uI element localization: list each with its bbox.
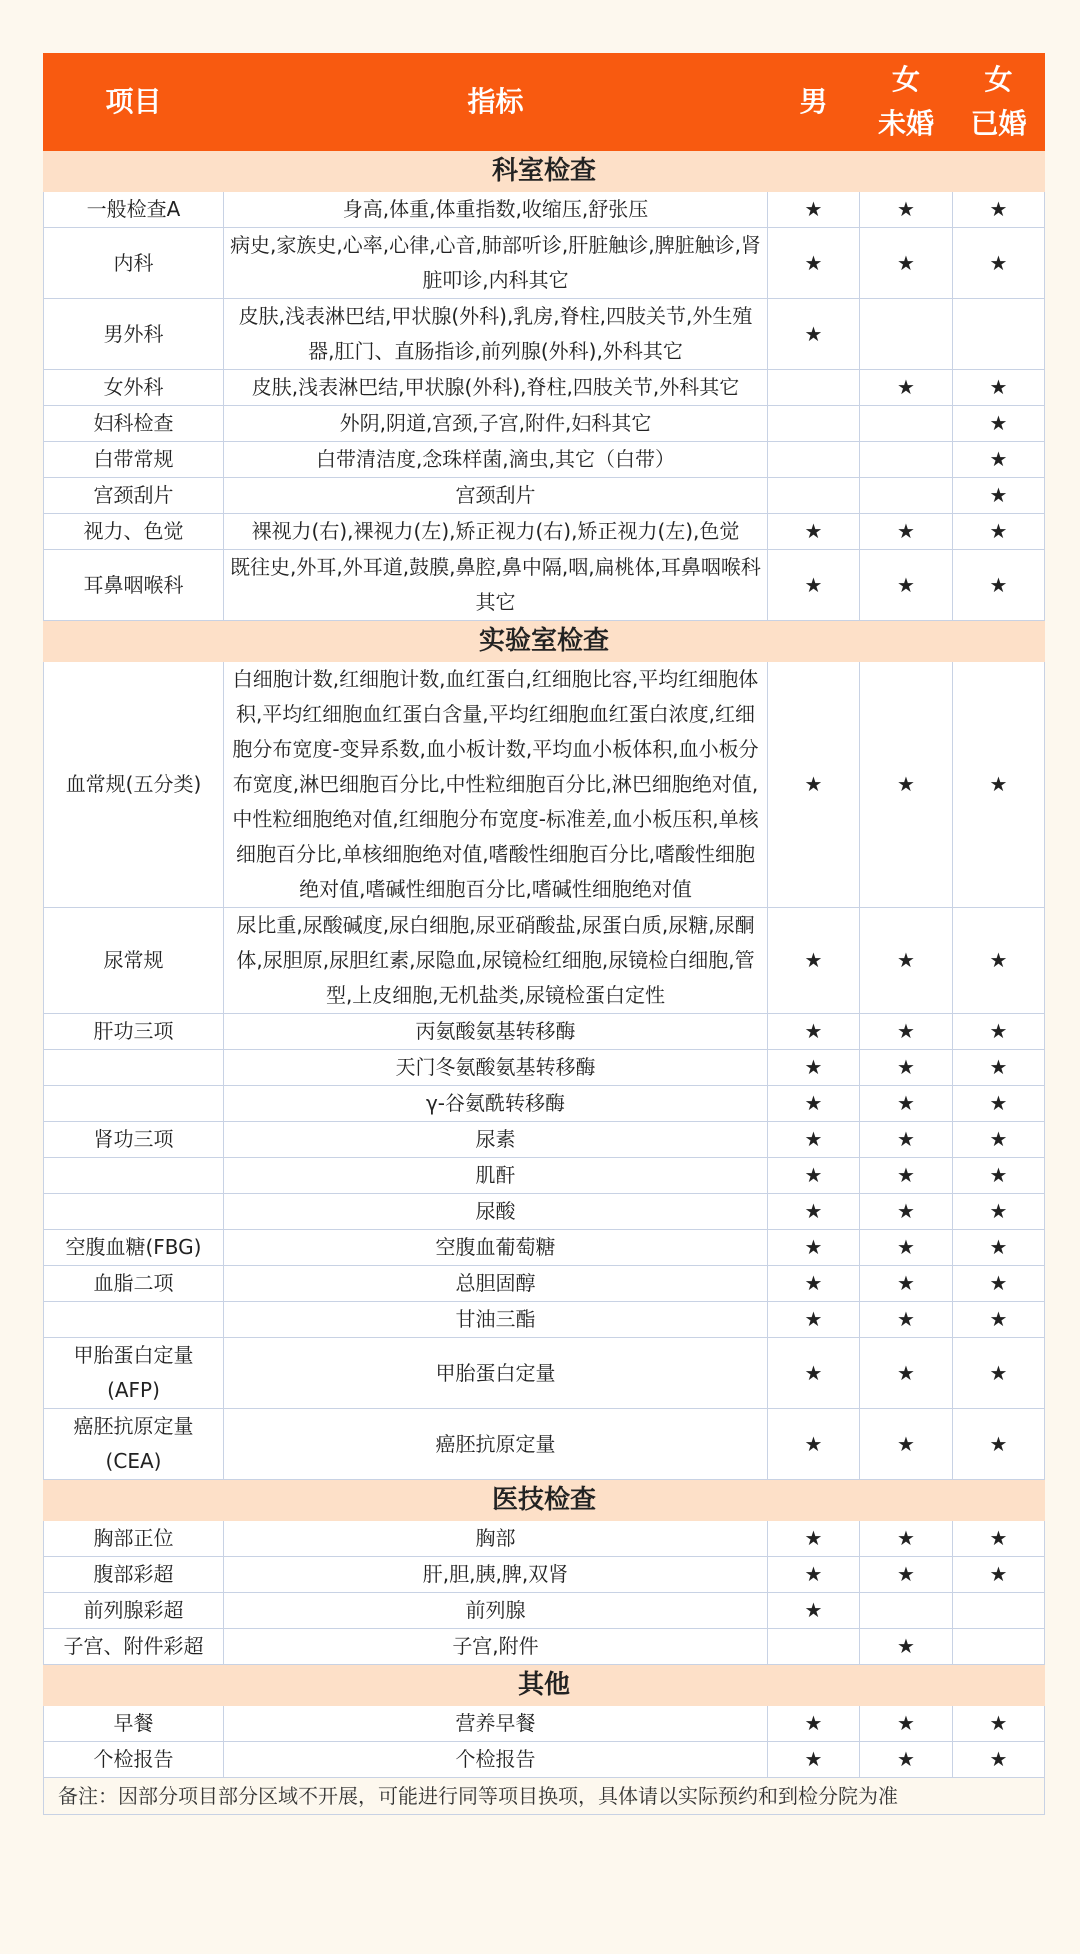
female-unmarried-mark-cell: ★ bbox=[860, 550, 953, 621]
female-unmarried-mark-cell: ★ bbox=[860, 1338, 953, 1409]
male-mark-cell: ★ bbox=[768, 192, 860, 228]
male-mark-cell: ★ bbox=[768, 908, 860, 1014]
female-unmarried-mark-cell: ★ bbox=[860, 1742, 953, 1778]
item-cell bbox=[44, 1158, 224, 1194]
table-header-row bbox=[44, 54, 1045, 151]
note-text: 备注：因部分项目部分区域不开展，可能进行同等项目换项，具体请以实际预约和到检分院为准 bbox=[44, 1778, 1045, 1815]
item-cell: 甲胎蛋白定量(AFP) bbox=[44, 1338, 224, 1409]
note-row bbox=[44, 1778, 1045, 1815]
item-cell bbox=[44, 1302, 224, 1338]
female-unmarried-mark-cell: ★ bbox=[860, 228, 953, 299]
table-row bbox=[44, 1086, 1045, 1122]
index-cell: 尿酸 bbox=[224, 1194, 768, 1230]
male-mark-cell: ★ bbox=[768, 299, 860, 370]
section-title: 实验室检查 bbox=[44, 621, 1045, 662]
female-married-mark-cell: ★ bbox=[953, 1521, 1045, 1557]
male-mark-cell: ★ bbox=[768, 1086, 860, 1122]
table-row bbox=[44, 192, 1045, 228]
index-cell: 皮肤,浅表淋巴结,甲状腺(外科),脊柱,四肢关节,外科其它 bbox=[224, 370, 768, 406]
female-unmarried-mark-cell: ★ bbox=[860, 1122, 953, 1158]
table-row bbox=[44, 370, 1045, 406]
item-cell: 胸部正位 bbox=[44, 1521, 224, 1557]
item-cell bbox=[44, 1194, 224, 1230]
female-married-mark-cell: ★ bbox=[953, 908, 1045, 1014]
table-row bbox=[44, 406, 1045, 442]
female-unmarried-mark-cell: ★ bbox=[860, 1409, 953, 1480]
header-item: 项目 bbox=[44, 54, 224, 151]
female-married-mark-cell: ★ bbox=[953, 1194, 1045, 1230]
item-cell bbox=[44, 1050, 224, 1086]
item-cell: 内科 bbox=[44, 228, 224, 299]
table-row bbox=[44, 1706, 1045, 1742]
index-cell: 外阴,阴道,宫颈,子宫,附件,妇科其它 bbox=[224, 406, 768, 442]
table-row bbox=[44, 478, 1045, 514]
section-header-row bbox=[44, 151, 1045, 192]
male-mark-cell: ★ bbox=[768, 228, 860, 299]
item-cell: 宫颈刮片 bbox=[44, 478, 224, 514]
section-header-row bbox=[44, 1480, 1045, 1521]
header-female-unmarried bbox=[860, 54, 953, 151]
female-unmarried-mark-cell: ★ bbox=[860, 1194, 953, 1230]
female-unmarried-mark-cell bbox=[860, 299, 953, 370]
male-mark-cell: ★ bbox=[768, 1194, 860, 1230]
male-mark-cell: ★ bbox=[768, 550, 860, 621]
header-female-unmarried-line2: 未婚 bbox=[877, 107, 934, 140]
female-married-mark-cell: ★ bbox=[953, 192, 1045, 228]
male-mark-cell: ★ bbox=[768, 662, 860, 908]
item-cell: 空腹血糖(FBG) bbox=[44, 1230, 224, 1266]
male-mark-cell: ★ bbox=[768, 1302, 860, 1338]
female-married-mark-cell: ★ bbox=[953, 662, 1045, 908]
female-unmarried-mark-cell: ★ bbox=[860, 1706, 953, 1742]
female-married-mark-cell: ★ bbox=[953, 1742, 1045, 1778]
female-married-mark-cell: ★ bbox=[953, 1557, 1045, 1593]
female-unmarried-mark-cell: ★ bbox=[860, 1158, 953, 1194]
header-female-married bbox=[953, 54, 1045, 151]
section-header-row bbox=[44, 1665, 1045, 1706]
female-unmarried-mark-cell bbox=[860, 442, 953, 478]
index-cell: 营养早餐 bbox=[224, 1706, 768, 1742]
table-row bbox=[44, 1593, 1045, 1629]
table-row bbox=[44, 1050, 1045, 1086]
female-unmarried-mark-cell: ★ bbox=[860, 1266, 953, 1302]
male-mark-cell bbox=[768, 442, 860, 478]
index-cell: 甘油三酯 bbox=[224, 1302, 768, 1338]
section-header-row bbox=[44, 621, 1045, 662]
male-mark-cell bbox=[768, 370, 860, 406]
header-female-married-line2: 已婚 bbox=[970, 107, 1027, 140]
female-unmarried-mark-cell: ★ bbox=[860, 662, 953, 908]
index-cell: γ-谷氨酰转移酶 bbox=[224, 1086, 768, 1122]
section-title: 医技检查 bbox=[44, 1480, 1045, 1521]
female-unmarried-mark-cell bbox=[860, 406, 953, 442]
male-mark-cell: ★ bbox=[768, 1593, 860, 1629]
item-cell: 早餐 bbox=[44, 1706, 224, 1742]
item-cell: 前列腺彩超 bbox=[44, 1593, 224, 1629]
index-cell: 既往史,外耳,外耳道,鼓膜,鼻腔,鼻中隔,咽,扁桃体,耳鼻咽喉科其它 bbox=[224, 550, 768, 621]
table-row bbox=[44, 1338, 1045, 1409]
index-cell: 裸视力(右),裸视力(左),矫正视力(右),矫正视力(左),色觉 bbox=[224, 514, 768, 550]
female-unmarried-mark-cell: ★ bbox=[860, 1521, 953, 1557]
female-unmarried-mark-cell: ★ bbox=[860, 1302, 953, 1338]
female-unmarried-mark-cell: ★ bbox=[860, 1050, 953, 1086]
table-row bbox=[44, 1194, 1045, 1230]
female-married-mark-cell bbox=[953, 1629, 1045, 1665]
female-unmarried-mark-cell: ★ bbox=[860, 514, 953, 550]
female-married-mark-cell: ★ bbox=[953, 1014, 1045, 1050]
female-married-mark-cell: ★ bbox=[953, 478, 1045, 514]
item-cell: 一般检查A bbox=[44, 192, 224, 228]
index-cell: 尿比重,尿酸碱度,尿白细胞,尿亚硝酸盐,尿蛋白质,尿糖,尿酮体,尿胆原,尿胆红素,尿隐血,尿镜检红细胞,尿镜检白细胞,管型,上皮细胞,无机盐类,尿镜检蛋白定性 bbox=[224, 908, 768, 1014]
female-married-mark-cell bbox=[953, 1593, 1045, 1629]
male-mark-cell: ★ bbox=[768, 514, 860, 550]
header-female-unmarried-line1: 女 bbox=[891, 63, 920, 96]
table-row bbox=[44, 1014, 1045, 1050]
table-row bbox=[44, 1302, 1045, 1338]
table-row bbox=[44, 550, 1045, 621]
female-married-mark-cell: ★ bbox=[953, 1338, 1045, 1409]
section-title: 科室检查 bbox=[44, 151, 1045, 192]
item-cell: 个检报告 bbox=[44, 1742, 224, 1778]
item-cell: 白带常规 bbox=[44, 442, 224, 478]
female-unmarried-mark-cell: ★ bbox=[860, 1230, 953, 1266]
male-mark-cell: ★ bbox=[768, 1050, 860, 1086]
male-mark-cell bbox=[768, 1629, 860, 1665]
index-cell: 胸部 bbox=[224, 1521, 768, 1557]
index-cell: 子宫,附件 bbox=[224, 1629, 768, 1665]
table-row bbox=[44, 908, 1045, 1014]
male-mark-cell: ★ bbox=[768, 1338, 860, 1409]
table-row bbox=[44, 1409, 1045, 1480]
female-married-mark-cell: ★ bbox=[953, 228, 1045, 299]
male-mark-cell bbox=[768, 478, 860, 514]
female-unmarried-mark-cell bbox=[860, 478, 953, 514]
item-cell: 肝功三项 bbox=[44, 1014, 224, 1050]
table-row bbox=[44, 1122, 1045, 1158]
index-cell: 肝,胆,胰,脾,双肾 bbox=[224, 1557, 768, 1593]
index-cell: 前列腺 bbox=[224, 1593, 768, 1629]
female-married-mark-cell: ★ bbox=[953, 1230, 1045, 1266]
item-cell: 耳鼻咽喉科 bbox=[44, 550, 224, 621]
table-row bbox=[44, 1557, 1045, 1593]
index-cell: 空腹血葡萄糖 bbox=[224, 1230, 768, 1266]
index-cell: 丙氨酸氨基转移酶 bbox=[224, 1014, 768, 1050]
item-cell: 妇科检查 bbox=[44, 406, 224, 442]
female-unmarried-mark-cell: ★ bbox=[860, 1557, 953, 1593]
female-unmarried-mark-cell: ★ bbox=[860, 1086, 953, 1122]
item-cell: 子宫、附件彩超 bbox=[44, 1629, 224, 1665]
female-married-mark-cell: ★ bbox=[953, 1158, 1045, 1194]
table-row bbox=[44, 1521, 1045, 1557]
header-female-married-line1: 女 bbox=[984, 63, 1013, 96]
female-married-mark-cell: ★ bbox=[953, 1050, 1045, 1086]
table-row bbox=[44, 442, 1045, 478]
male-mark-cell: ★ bbox=[768, 1706, 860, 1742]
table-row bbox=[44, 1230, 1045, 1266]
female-unmarried-mark-cell: ★ bbox=[860, 370, 953, 406]
female-unmarried-mark-cell: ★ bbox=[860, 908, 953, 1014]
male-mark-cell: ★ bbox=[768, 1266, 860, 1302]
index-cell: 总胆固醇 bbox=[224, 1266, 768, 1302]
female-married-mark-cell: ★ bbox=[953, 370, 1045, 406]
item-cell: 视力、色觉 bbox=[44, 514, 224, 550]
index-cell: 身高,体重,体重指数,收缩压,舒张压 bbox=[224, 192, 768, 228]
female-married-mark-cell: ★ bbox=[953, 442, 1045, 478]
female-unmarried-mark-cell: ★ bbox=[860, 1014, 953, 1050]
male-mark-cell: ★ bbox=[768, 1409, 860, 1480]
table-row bbox=[44, 662, 1045, 908]
item-cell: 女外科 bbox=[44, 370, 224, 406]
table-row bbox=[44, 1629, 1045, 1665]
section-title: 其他 bbox=[44, 1665, 1045, 1706]
header-male: 男 bbox=[768, 54, 860, 151]
female-unmarried-mark-cell: ★ bbox=[860, 1629, 953, 1665]
male-mark-cell: ★ bbox=[768, 1742, 860, 1778]
female-married-mark-cell: ★ bbox=[953, 550, 1045, 621]
index-cell: 尿素 bbox=[224, 1122, 768, 1158]
female-married-mark-cell: ★ bbox=[953, 1706, 1045, 1742]
male-mark-cell: ★ bbox=[768, 1158, 860, 1194]
male-mark-cell: ★ bbox=[768, 1557, 860, 1593]
female-married-mark-cell: ★ bbox=[953, 406, 1045, 442]
table-row bbox=[44, 1266, 1045, 1302]
table-row bbox=[44, 228, 1045, 299]
item-cell: 血常规(五分类) bbox=[44, 662, 224, 908]
index-cell: 肌酐 bbox=[224, 1158, 768, 1194]
exam-package-table bbox=[43, 53, 1045, 1815]
header-index: 指标 bbox=[224, 54, 768, 151]
female-married-mark-cell: ★ bbox=[953, 1122, 1045, 1158]
index-cell: 天门冬氨酸氨基转移酶 bbox=[224, 1050, 768, 1086]
female-married-mark-cell: ★ bbox=[953, 1409, 1045, 1480]
index-cell: 白细胞计数,红细胞计数,血红蛋白,红细胞比容,平均红细胞体积,平均红细胞血红蛋白含量,平均红细胞血红蛋白浓度,红细胞分布宽度-变异系数,血小板计数,平均血小板体积,血小板分布宽度,淋巴细胞百分比,中性粒细胞百分比,淋巴细胞绝对值,中性粒细胞绝对值,红细胞分布宽度-标准差,血小板压积,单核细胞百分比,单核细胞绝对值,嗜酸性细胞百分比,嗜酸性细胞绝对值,嗜碱性细胞百分比,嗜碱性细胞绝对值 bbox=[224, 662, 768, 908]
index-cell: 癌胚抗原定量 bbox=[224, 1409, 768, 1480]
index-cell: 病史,家族史,心率,心律,心音,肺部听诊,肝脏触诊,脾脏触诊,肾脏叩诊,内科其它 bbox=[224, 228, 768, 299]
male-mark-cell: ★ bbox=[768, 1122, 860, 1158]
male-mark-cell bbox=[768, 406, 860, 442]
table-row bbox=[44, 299, 1045, 370]
item-cell: 血脂二项 bbox=[44, 1266, 224, 1302]
table-row bbox=[44, 514, 1045, 550]
item-cell: 癌胚抗原定量(CEA) bbox=[44, 1409, 224, 1480]
female-married-mark-cell: ★ bbox=[953, 514, 1045, 550]
male-mark-cell: ★ bbox=[768, 1521, 860, 1557]
table-row bbox=[44, 1158, 1045, 1194]
female-married-mark-cell: ★ bbox=[953, 1266, 1045, 1302]
table-row bbox=[44, 1742, 1045, 1778]
exam-package-table-container bbox=[43, 53, 1044, 1815]
index-cell: 皮肤,浅表淋巴结,甲状腺(外科),乳房,脊柱,四肢关节,外生殖器,肛门、直肠指诊,前列腺(外科),外科其它 bbox=[224, 299, 768, 370]
item-cell: 肾功三项 bbox=[44, 1122, 224, 1158]
female-unmarried-mark-cell: ★ bbox=[860, 192, 953, 228]
item-cell: 尿常规 bbox=[44, 908, 224, 1014]
index-cell: 个检报告 bbox=[224, 1742, 768, 1778]
item-cell: 腹部彩超 bbox=[44, 1557, 224, 1593]
female-unmarried-mark-cell bbox=[860, 1593, 953, 1629]
index-cell: 白带清洁度,念珠样菌,滴虫,其它（白带） bbox=[224, 442, 768, 478]
female-married-mark-cell: ★ bbox=[953, 1086, 1045, 1122]
item-cell: 男外科 bbox=[44, 299, 224, 370]
item-cell bbox=[44, 1086, 224, 1122]
female-married-mark-cell: ★ bbox=[953, 1302, 1045, 1338]
male-mark-cell: ★ bbox=[768, 1014, 860, 1050]
male-mark-cell: ★ bbox=[768, 1230, 860, 1266]
table-body bbox=[44, 151, 1045, 1778]
index-cell: 甲胎蛋白定量 bbox=[224, 1338, 768, 1409]
index-cell: 宫颈刮片 bbox=[224, 478, 768, 514]
female-married-mark-cell bbox=[953, 299, 1045, 370]
